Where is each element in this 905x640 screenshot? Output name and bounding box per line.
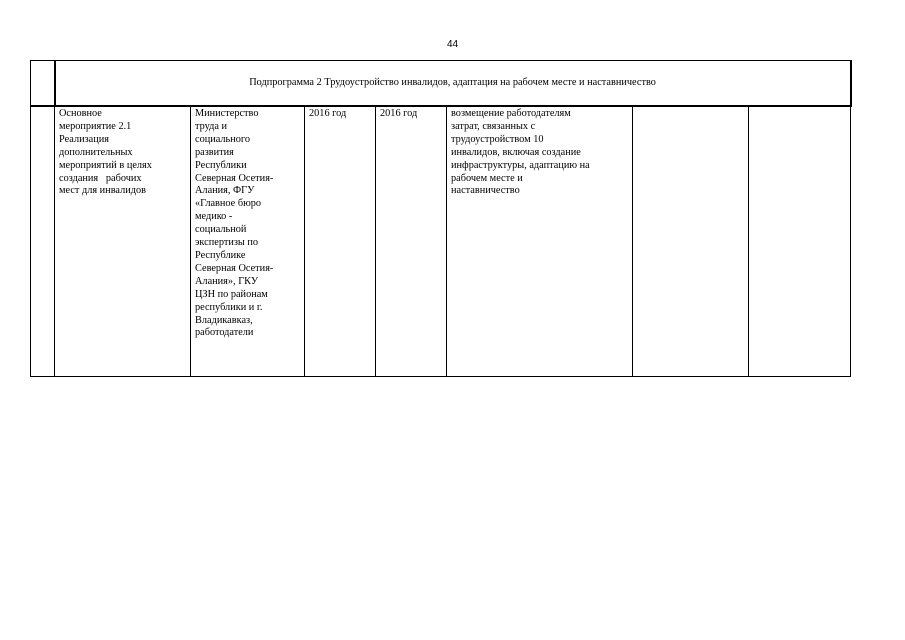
executor-line: Министерство <box>195 108 259 119</box>
executor-line: «Главное бюро <box>195 198 262 210</box>
executor-line: работодатели <box>195 327 254 339</box>
executor-line: Республике <box>195 249 246 261</box>
executor-line: развития <box>195 146 234 158</box>
subprogram-table <box>30 60 852 377</box>
executor-line: ЦЗН по районам <box>195 288 268 300</box>
empty-cell-7 <box>633 106 749 377</box>
executor-line: Владикавказ, <box>195 314 253 326</box>
table-row <box>31 106 851 377</box>
activity-line: Реализация <box>59 133 109 145</box>
result-line: трудоустройством 10 <box>451 133 544 145</box>
activity-line: мероприятие 2.1 <box>59 120 132 132</box>
executor-line: социального <box>195 133 251 145</box>
subprogram-header-row <box>31 61 851 107</box>
executor-line: Республики <box>195 159 247 171</box>
activity-line: мероприятий в целях <box>59 159 152 171</box>
activity-line: дополнительных <box>59 146 133 158</box>
result-cell <box>447 106 633 377</box>
result-line: инфраструктуры, адаптацию на <box>451 159 590 171</box>
page-number: 44 <box>446 39 459 50</box>
executor-line: Северная Осетия- <box>195 262 274 274</box>
result-line: рабочем месте и <box>451 172 523 184</box>
row-index-cell <box>31 106 55 377</box>
executor-line: Северная Осетия- <box>195 172 274 184</box>
executor-cell <box>191 106 305 377</box>
executor-line: экспертизы по <box>195 237 259 249</box>
executor-line: социальной <box>195 224 247 236</box>
activity-cell <box>55 106 191 377</box>
executor-line: Алания», ГКУ <box>195 275 259 287</box>
executor-line: медико - <box>195 211 233 223</box>
result-line: наставничество <box>451 185 520 197</box>
activity-line: создания рабочих <box>59 172 142 184</box>
activity-line: Основное <box>59 108 102 119</box>
end-year-cell: 2016 год <box>376 106 447 377</box>
result-line: инвалидов, включая создание <box>451 146 581 158</box>
subprogram-title: Подпрограмма 2 Трудоустройство инвалидов, адаптация на рабочем месте и наставничество <box>55 61 851 107</box>
result-line: возмещение работодателям <box>451 108 571 119</box>
start-year-cell: 2016 год <box>305 106 376 377</box>
header-index-cell <box>31 61 55 107</box>
executor-line: республики и г. <box>195 301 263 313</box>
empty-cell-8 <box>749 106 851 377</box>
executor-line: Алания, ФГУ <box>195 185 255 197</box>
result-line: затрат, связанных с <box>451 120 536 132</box>
activity-line: мест для инвалидов <box>59 185 146 197</box>
executor-line: труда и <box>195 120 228 132</box>
